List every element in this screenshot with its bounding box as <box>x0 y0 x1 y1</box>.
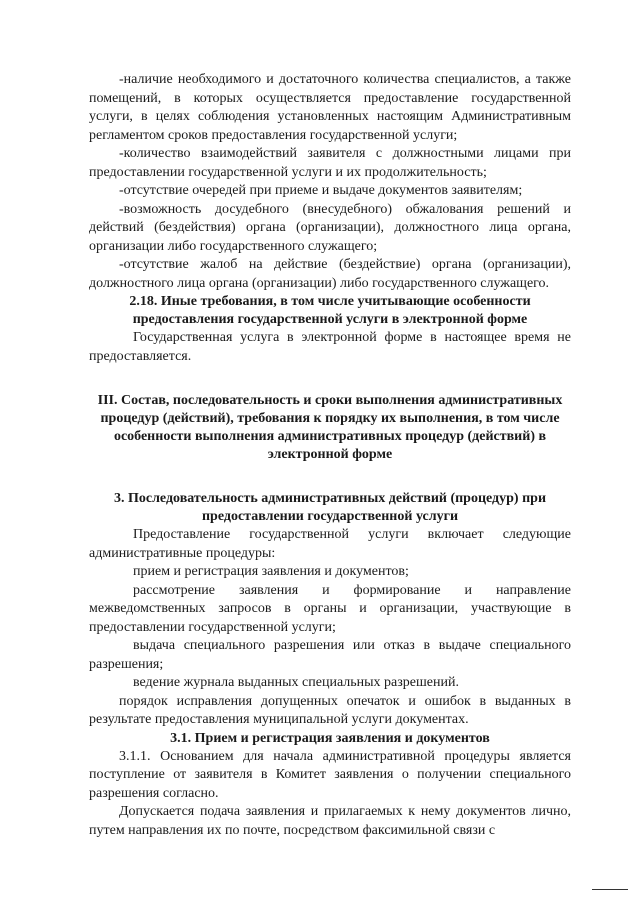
spacer <box>89 366 571 392</box>
procedure-item: порядок исправления допущенных опечаток и ошибок в выданных в результате предоставления муниципальной услуги документах. <box>89 693 571 727</box>
paragraph-interactions: -количество взаимодействий заявителя с должностными лицами при предоставлении государственной услуги и их продолжительность; <box>89 146 571 180</box>
procedure-item: рассмотрение заявления и формирование и направление межведомственных запросов в органы и организации, участвующие в предоставлении государственной услуги; <box>89 582 571 635</box>
footer-rule <box>592 889 628 890</box>
heading-section-3: III. Состав, последовательность и сроки выполнения административных процедур (действий), требования к порядку их выполнения, в том числе особенности выполнения административных процедур (действий) в электронной форме <box>97 393 563 462</box>
paragraph-specialists: -наличие необходимого и достаточного количества специалистов, а также помещений, в которых осуществляется предоставление государственной услуги, в целях соблюдения установленных настоящим Административным регламентом сроков предоставления государственной услуги; <box>89 72 571 143</box>
procedure-item: выдача специального разрешения или отказ в выдаче специального разрешения; <box>89 638 571 672</box>
paragraph-2-18: Государственная услуга в электронной форме в настоящее время не предоставляется. <box>89 330 571 364</box>
paragraph-complaints: -отсутствие жалоб на действие (бездействие) органа (организации), должностного лица органа (организации) либо государственного служащего. <box>89 257 571 291</box>
paragraph-queues: -отсутствие очередей при приеме и выдаче документов заявителям; <box>119 183 523 198</box>
spacer <box>89 464 571 490</box>
document-body <box>89 71 571 840</box>
heading-2-18: 2.18. Иные требования, в том числе учитывающие особенности предоставления государственной услуги в электронной форме <box>129 294 531 327</box>
heading-3: 3. Последовательность административных действий (процедур) при предоставлении государственной услуги <box>113 491 547 524</box>
paragraph-3-intro: Предоставление государственной услуги включает следующие административные процедуры: <box>89 527 571 561</box>
paragraph-3-1-2: Допускается подача заявления и прилагаемых к нему документов лично, путем направления их по почте, посредством факсимильной связи с <box>89 804 571 838</box>
procedure-item: прием и регистрация заявления и документов; <box>133 564 409 579</box>
paragraph-3-1-1: 3.1.1. Основанием для начала административной процедуры является поступление от заявителя в Комитет заявления о получении специального разрешения согласно. <box>89 748 571 801</box>
paragraph-appeal: -возможность досудебного (внесудебного) обжалования решений и действий (бездействия) органа (организации), должностного лица органа, организации либо государственного служащего; <box>89 201 571 254</box>
procedure-item: ведение журнала выданных специальных разрешений. <box>133 675 459 690</box>
heading-3-1: 3.1. Прием и регистрация заявления и документов <box>170 730 490 746</box>
